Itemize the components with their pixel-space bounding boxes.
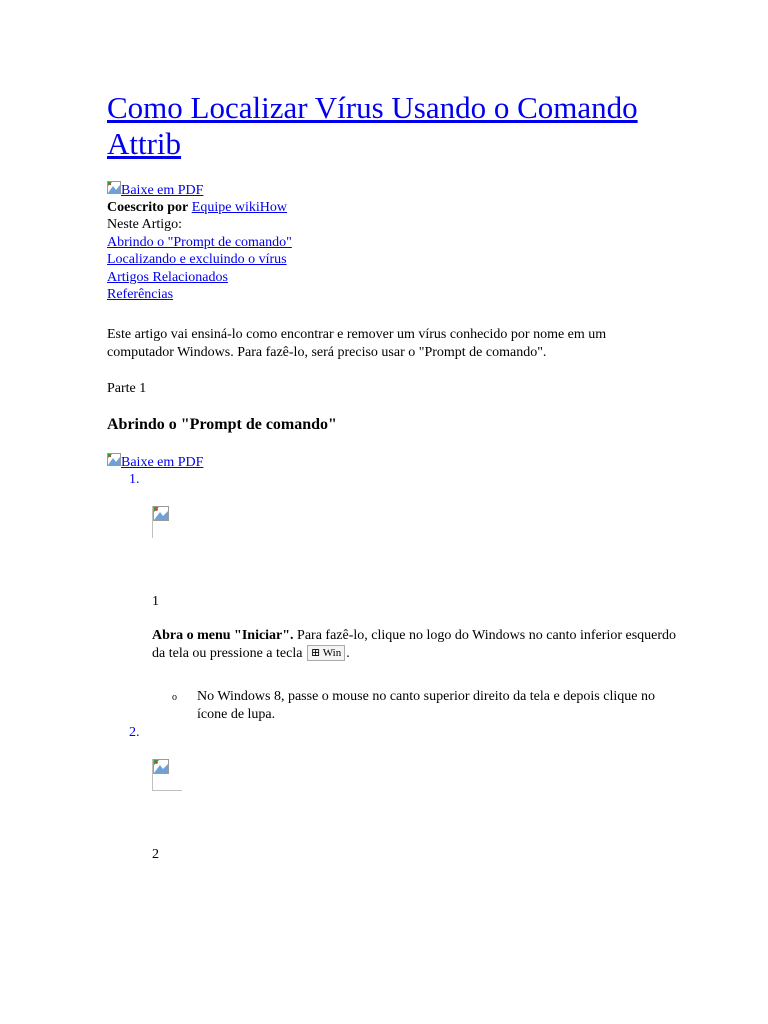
coauthor-label: Coescrito por xyxy=(107,199,189,215)
toc-link-references[interactable]: Referências xyxy=(107,287,174,302)
intro-paragraph: Este artigo vai ensiná-lo como encontrar e remover um vírus conhecido por nome em um computador Windows. Para fazê-lo, será preciso usar o "Prompt de comando". xyxy=(107,327,607,360)
section-title: Abrindo o "Prompt de comando" xyxy=(107,416,337,433)
broken-image-icon xyxy=(107,453,121,466)
windows-key: ⊞ Win xyxy=(307,645,345,661)
step-1-text xyxy=(152,627,692,662)
step-1-subitem: No Windows 8, passe o mouse no canto superior direito da tela e depois clique no ícone de lupa. xyxy=(197,689,655,722)
broken-image-icon xyxy=(153,506,169,521)
pdf-download-link[interactable]: Baixe em PDF xyxy=(121,183,204,198)
article-meta xyxy=(107,181,667,304)
step-2-marker: 2. xyxy=(129,725,140,740)
sub-bullet-marker: o xyxy=(172,692,177,703)
section-pdf-row xyxy=(107,453,203,472)
step-2-label: 2 xyxy=(152,847,159,862)
toc-link-opening-prompt[interactable]: Abrindo o "Prompt de comando" xyxy=(107,234,292,250)
article-title-link[interactable]: Como Localizar Vírus Usando o Comando Attrib xyxy=(107,90,638,161)
toc-label: Neste Artigo: xyxy=(107,217,183,232)
section-pdf-link[interactable]: Baixe em PDF xyxy=(121,455,204,470)
toc-link-locating-virus[interactable]: Localizando e excluindo o vírus xyxy=(107,252,287,267)
step-1-label: 1 xyxy=(152,594,159,609)
pdf-download-row xyxy=(107,181,667,199)
step-1-marker: 1. xyxy=(129,472,140,487)
step-1-image[interactable] xyxy=(152,506,182,538)
step-1-bold: Abra o menu "Iniciar". xyxy=(152,628,294,643)
broken-image-icon xyxy=(107,181,121,194)
step-2-image[interactable] xyxy=(152,759,182,791)
broken-image-icon xyxy=(153,759,169,774)
article-title xyxy=(107,90,707,162)
step-1-end: . xyxy=(346,645,350,661)
part-label: Parte 1 xyxy=(107,381,147,396)
step-1-body: Para fazê-lo, clique no logo do Windows no canto inferior esquerdo da tela ou pressione a tecla xyxy=(152,628,677,661)
coauthor-row xyxy=(107,199,667,217)
toc-link-related-articles[interactable]: Artigos Relacionados xyxy=(107,269,228,285)
coauthor-link[interactable]: Equipe wikiHow xyxy=(191,199,288,215)
